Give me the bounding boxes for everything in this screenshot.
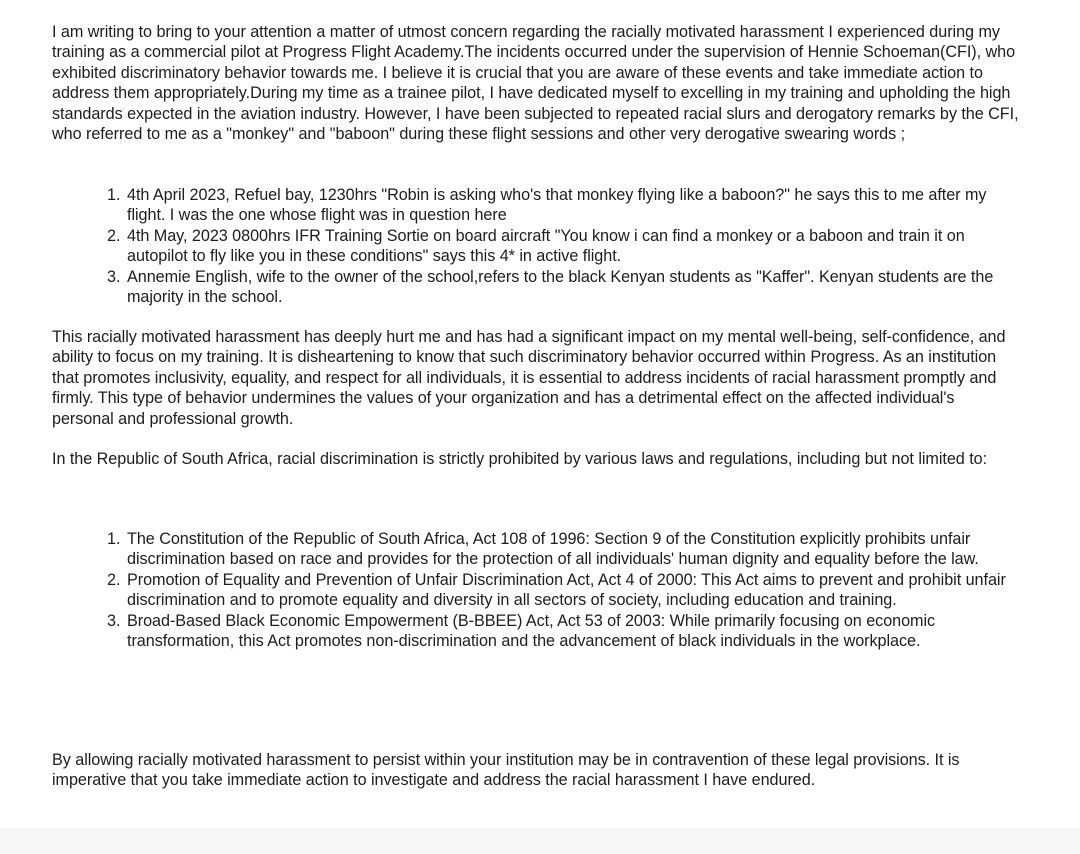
list-item (107, 611, 1017, 652)
list-item-text: The Constitution of the Republic of South Africa, Act 108 of 1996: Section 9 of the Constitution explicitly prohibits unfair discrimination based on race and provides for the protection of all individuals' human dignity and equality before the law. (127, 530, 979, 569)
list-item (107, 267, 1017, 308)
list-item-number: 1. (107, 530, 121, 548)
incident-list (107, 185, 1017, 307)
list-item (107, 185, 1017, 226)
list-item (107, 570, 1017, 611)
list-item (107, 529, 1017, 570)
list-item-text: 4th April 2023, Refuel bay, 1230hrs "Robin is asking who's that monkey flying like a baboon?" he says this to me after my flight. I was the one whose flight was in question here (127, 186, 987, 225)
list-item-text: Broad-Based Black Economic Empowerment (B-BBEE) Act, Act 53 of 2003: While primarily focusing on economic transformation, this Act promotes non-discrimination and the advancement of black individuals in the workplace. (127, 611, 936, 651)
list-item-number: 3. (107, 267, 121, 286)
law-list (107, 529, 1017, 651)
list-item-text: 4th May, 2023 0800hrs IFR Training Sortie on board aircraft "You know i can find a monkey or a baboon and train it on autopilot to fly like you in these conditions" says this 4* in active flight. (127, 226, 965, 266)
intro-paragraph: I am writing to bring to your attention a matter of utmost concern regarding the racially motivated harassment I experienced during my training as a commercial pilot at Progress Flight Academy.The incidents occurred under the supervision of Hennie Schoeman(CFI), who exhibited discriminatory behavior towards me. I believe it is crucial that you are aware of these events and take immediate action to address them appropriately.During my time as a trainee pilot, I have dedicated myself to excelling in my training and upholding the high standards expected in the aviation industry. However, I have been subjected to repeated racial slurs and derogatory remarks by the CFI, who referred to me as a "monkey" and "baboon" during these flight sessions and other very derogative swearing words ; (52, 23, 1019, 144)
list-item-text: Promotion of Equality and Prevention of Unfair Discrimination Act, Act 4 of 2000: This Act aims to prevent and prohibit unfair discrimination and to promote equality and diversity in all sectors of society, including education and training. (127, 570, 1006, 610)
page-bottom-margin (0, 828, 1080, 854)
list-item-text: Annemie English, wife to the owner of the school,refers to the black Kenyan students as "Kaffer". Kenyan students are the majority in the school. (127, 267, 994, 307)
list-item-number: 2. (107, 226, 121, 245)
list-item-number: 3. (107, 611, 121, 630)
impact-paragraph: This racially motivated harassment has deeply hurt me and has had a significant impact on my mental well-being, self-confidence, and ability to focus on my training. It is disheartening to know that such discriminatory behavior occurred within Progress. As an institution that promotes inclusivity, equality, and respect for all individuals, it is essential to address incidents of racial harassment promptly and firmly. This type of behavior undermines the values of your organization and has a detrimental effect on the affected individual's personal and professional growth. (52, 328, 1006, 428)
closing-paragraph: By allowing racially motivated harassment to persist within your institution may be in contravention of these legal provisions. It is imperative that you take immediate action to investigate and address the racial harassment I have endured. (52, 751, 960, 790)
list-item-number: 1. (107, 186, 121, 204)
list-item-number: 2. (107, 570, 121, 589)
law-intro-paragraph: In the Republic of South Africa, racial discrimination is strictly prohibited by various laws and regulations, including but not limited to: (52, 450, 988, 468)
list-item (107, 226, 1017, 267)
